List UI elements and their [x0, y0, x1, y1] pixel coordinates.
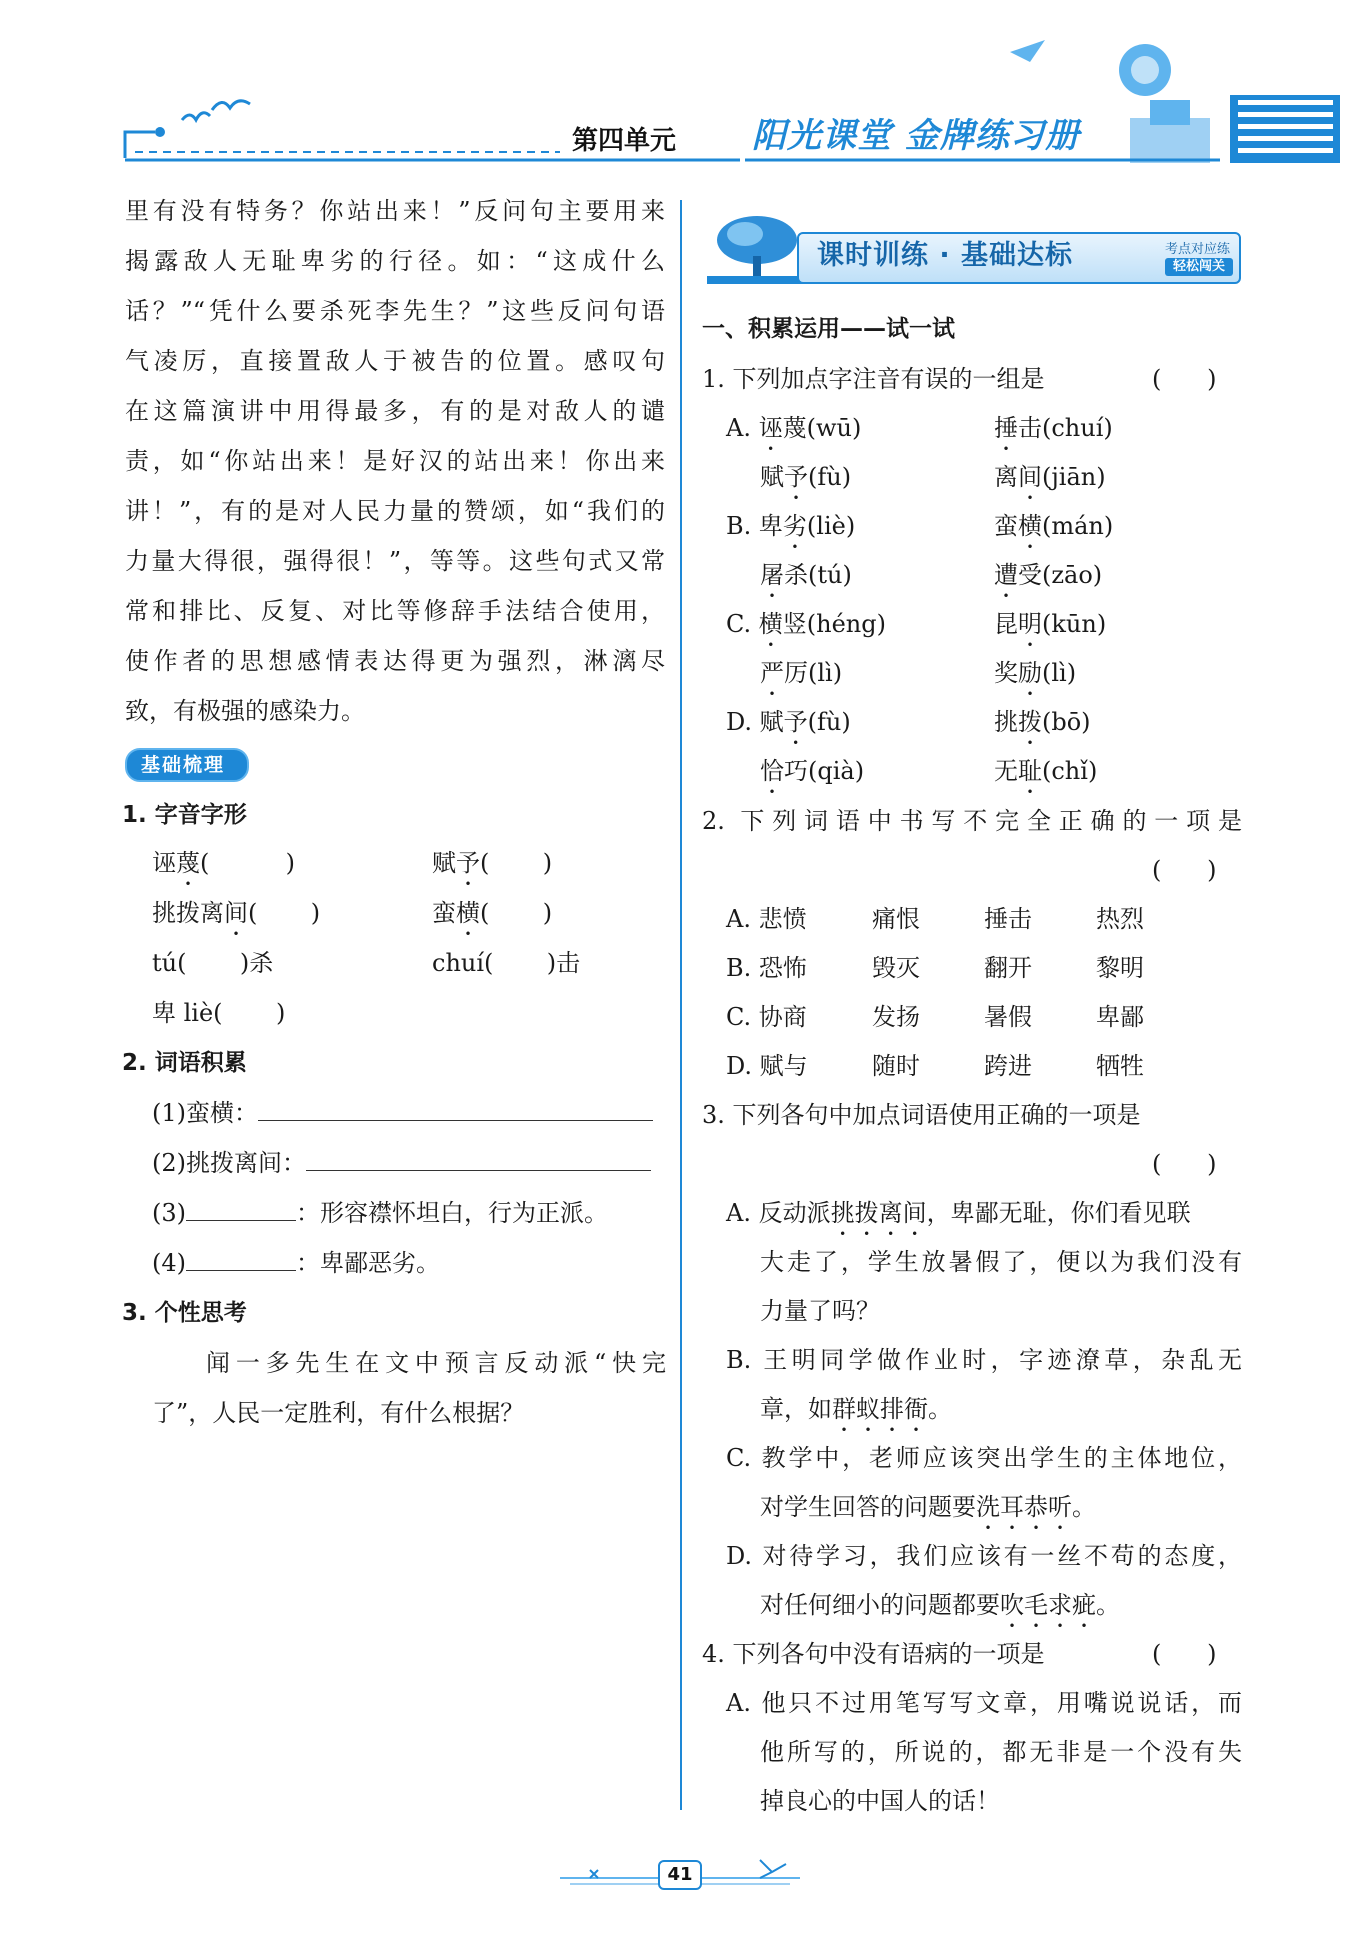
s2-title: 2. 词语积累: [122, 1050, 247, 1076]
q3-stem: 3. 下列各句中加点词语使用正确的一项是: [702, 1101, 1141, 1129]
q1-option-d: D. 赋予(fù): [726, 708, 851, 736]
intro-line: 揭露敌人无耻卑劣的行径。如：“这成什么: [125, 247, 665, 275]
pinyin-item: 诬蔑( ): [152, 849, 296, 877]
section-badge: 基础梳理: [125, 748, 249, 782]
q3-option-c: C. 教学中，老师应该突出学生的主体地位，: [726, 1444, 1242, 1472]
q1-option-b: B. 卑劣(liè): [726, 512, 856, 540]
q4-stem: 4. 下列各句中没有语病的一项是: [702, 1640, 1045, 1668]
q1-option-a: A. 诬蔑(wū): [726, 414, 862, 442]
lesson-banner: [707, 212, 1242, 286]
unit-title: 第四单元: [572, 126, 677, 156]
q1-option-d: 恰巧(qià): [760, 757, 865, 785]
q2-option: 随时: [872, 1052, 920, 1080]
s1-title: 1. 字音字形: [122, 802, 247, 828]
q3-option-a: 力量了吗？: [760, 1297, 880, 1325]
intro-line: 常和排比、反复、对比等修辞手法结合使用，: [125, 597, 665, 625]
q1-option-a: 离间(jiān): [994, 463, 1106, 491]
s3-line: 闻一多先生在文中预言反动派“快完: [206, 1349, 666, 1377]
q2-option: 卑鄙: [1096, 1003, 1144, 1031]
brand-title: 阳光课堂 金牌练习册: [752, 116, 1080, 156]
answer-paren[interactable]: ( ): [1152, 365, 1217, 393]
q2-option: C. 协商: [726, 1003, 807, 1031]
right-column: [682, 0, 1350, 1952]
q1-stem: 1. 下列加点字注音有误的一组是: [702, 365, 1045, 393]
pinyin-item: 卑 liè( ): [152, 999, 286, 1027]
intro-line: 里有没有特务？你站出来！”反问句主要用来: [125, 197, 665, 225]
q2-option: 捶击: [984, 905, 1032, 933]
q1-option-b: 蛮横(mán): [994, 512, 1114, 540]
answer-blank[interactable]: [186, 1248, 296, 1271]
q3-option-c: 对学生回答的问题要洗耳恭听。: [760, 1493, 1096, 1521]
q1-option-d: 无耻(chǐ): [994, 757, 1098, 785]
vocab-item: (3) ：形容襟怀坦白，行为正派。: [152, 1199, 608, 1227]
q2-option: 跨进: [984, 1052, 1032, 1080]
page-number: 41: [658, 1860, 702, 1890]
q3-option-b: B. 王明同学做作业时，字迹潦草，杂乱无: [726, 1346, 1242, 1374]
q3-option-d: D. 对待学习，我们应该有一丝不苟的态度，: [726, 1542, 1242, 1570]
vocab-item: (1)蛮横：: [152, 1098, 653, 1128]
answer-blank[interactable]: [186, 1198, 296, 1221]
q1-option-a: 赋予(fù): [760, 463, 852, 491]
answer-paren[interactable]: ( ): [1152, 856, 1217, 884]
answer-blank[interactable]: [258, 1098, 653, 1121]
pinyin-item: 挑拨离间( ): [152, 899, 321, 927]
vocab-item: (4) ：卑鄙恶劣。: [152, 1249, 440, 1277]
banner-sub2: 轻松闯关: [1165, 258, 1233, 276]
intro-line: 力量大得很，强得很！”，等等。这些句式又常: [125, 547, 665, 575]
intro-line: 气凌厉，直接置敌人于被告的位置。感叹句: [125, 347, 665, 375]
q1-option-c: 严厉(lì): [760, 659, 843, 687]
pinyin-item: chuí( )击: [432, 949, 581, 977]
q4-option-a: 他所写的，所说的，都无非是一个没有失: [760, 1738, 1242, 1766]
q1-option-c: 昆明(kūn): [994, 610, 1107, 638]
intro-line: 致，有极强的感染力。: [125, 697, 365, 725]
q2-stem: 2. 下列词语中书写不完全正确的一项是: [702, 807, 1242, 835]
answer-paren[interactable]: ( ): [1152, 1150, 1217, 1178]
q1-option-a: 捶击(chuí): [994, 414, 1113, 442]
q2-option: 暑假: [984, 1003, 1032, 1031]
tree-icon: [707, 212, 807, 286]
q4-option-a: A. 他只不过用笔写写文章，用嘴说说话，而: [726, 1689, 1242, 1717]
q2-option: A. 悲愤: [726, 905, 807, 933]
intro-line: 使作者的思想感情表达得更为强烈，淋漓尽: [125, 647, 665, 675]
banner-sub1: 考点对应练: [1165, 242, 1231, 257]
q1-option-d: 挑拨(bō): [994, 708, 1091, 736]
intro-line: 讲！”，有的是对人民力量的赞颂，如“我们的: [125, 497, 665, 525]
intro-line: 在这篇演讲中用得最多，有的是对敌人的谴: [125, 397, 665, 425]
intro-line: 话？”“凭什么要杀死李先生？”这些反问句语: [125, 297, 665, 325]
q2-option: B. 恐怖: [726, 954, 807, 982]
q2-option: 发扬: [872, 1003, 920, 1031]
q4-option-a: 掉良心的中国人的话！: [760, 1787, 1000, 1815]
answer-blank[interactable]: [306, 1148, 651, 1171]
s3-title: 3. 个性思考: [122, 1300, 247, 1326]
q1-option-c: C. 横竖(héng): [726, 610, 886, 638]
pinyin-item: 蛮横( ): [432, 899, 553, 927]
q2-option: 牺牲: [1096, 1052, 1144, 1080]
section-title: 一、积累运用——试一试: [702, 316, 955, 342]
q2-option: D. 赋与: [726, 1052, 808, 1080]
q2-option: 黎明: [1096, 954, 1144, 982]
q3-option-a: 大走了，学生放暑假了，便以为我们没有: [760, 1248, 1242, 1276]
q2-option: 热烈: [1096, 905, 1144, 933]
intro-line: 责，如“你站出来！是好汉的站出来！你出来: [125, 447, 665, 475]
q1-option-b: 屠杀(tú): [760, 561, 852, 589]
banner-title: 课时训练 · 基础达标: [817, 240, 1074, 271]
s3-line: 了”，人民一定胜利，有什么根据？: [152, 1399, 525, 1427]
q3-option-d: 对任何细小的问题都要吹毛求疵。: [760, 1591, 1120, 1619]
q2-option: 毁灭: [872, 954, 920, 982]
answer-paren[interactable]: ( ): [1152, 1640, 1217, 1668]
pinyin-item: tú( )杀: [152, 949, 274, 977]
q1-option-b: 遭受(zāo): [994, 561, 1103, 589]
pinyin-item: 赋予( ): [432, 849, 553, 877]
q3-option-b: 章，如群蚁排衙。: [760, 1395, 952, 1423]
q2-option: 痛恨: [872, 905, 920, 933]
q3-option-a: A. 反动派挑拨离间，卑鄙无耻，你们看见联: [726, 1199, 1191, 1227]
footer: [550, 1840, 810, 1900]
q1-option-c: 奖励(lì): [994, 659, 1077, 687]
q2-option: 翻开: [984, 954, 1032, 982]
vocab-item: (2)挑拨离间：: [152, 1148, 651, 1178]
